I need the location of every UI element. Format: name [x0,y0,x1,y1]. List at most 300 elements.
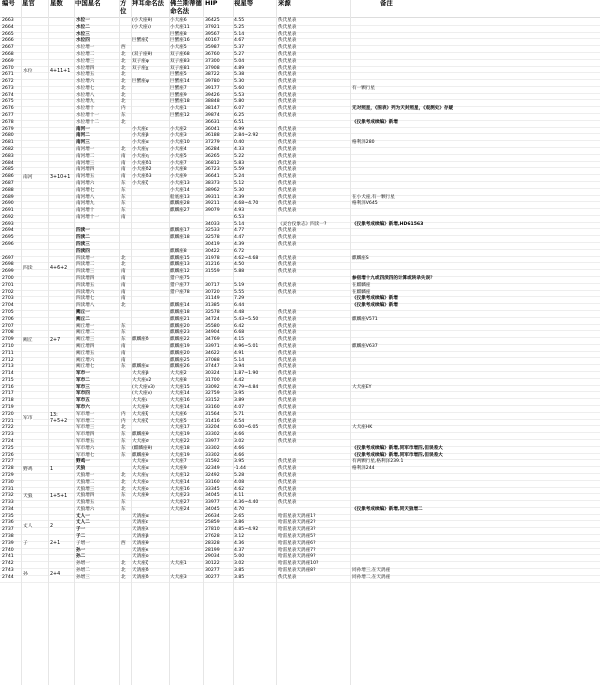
cell-num: 2702 [2,289,14,295]
cell-mag: 5.88 [234,269,245,275]
cell-bayer: 小犬座β [132,133,149,139]
cell-hip: 36812 [205,160,220,166]
cell-mag: 6.07 [234,106,245,112]
cell-mag: 4.91 [234,350,245,356]
cell-mag: 4.79~4.84 [234,384,259,390]
cell-src: 佚氏星表 [278,255,297,261]
group-count: 13: 7+5+2 [50,412,68,424]
cell-hip: 34904 [205,330,220,336]
cell-src: 佚氏星表 [278,493,297,499]
cell-num: 2685 [2,167,14,173]
cell-hip: 38373 [205,180,220,186]
cell-flam: 大犬座27 [170,500,190,506]
cell-hip: 34033 [205,221,220,227]
cell-flam: 麒麟座25 [170,357,190,363]
cell-dir: 北 [121,262,126,268]
cell-hip: 30422 [205,248,220,254]
cell-src: 哈雷星表天鸽座7? [278,547,316,553]
cell-bayer: 巨蟹座ζ [132,38,149,44]
cell-cn: 四渎增六 [76,289,95,295]
group-label: 阙丘 [23,337,33,343]
cell-flam: 麒麟座18 [170,309,190,315]
cell-note: 大犬座EY [352,384,372,390]
cell-mag: 4.67 [234,38,245,44]
group-label: 水位 [23,69,33,75]
cell-cn: 子二 [76,534,86,540]
cell-hip: 30720 [205,289,220,295]
cell-flam: 大犬座1 [170,561,187,567]
cell-bayer: 天鸽座θ [132,540,149,546]
cell-mag: 4.62~4.68 [234,255,259,261]
cell-hip: 30277 [205,574,220,580]
cell-hip: 33152 [205,398,220,404]
cell-bayer: 小犬座η [132,153,149,159]
cell-cn: 阙丘二 [76,316,90,322]
cell-hip: 34045 [205,493,220,499]
cell-hip: 31149 [205,296,220,302]
cell-src: 佚氏星表 [278,479,297,485]
cell-cn: 阙丘增三 [76,337,95,343]
cell-num: 2681 [2,140,14,146]
cell-bayer: 天鸽座ο [132,554,149,560]
cell-dir: 北 [121,119,126,125]
cell-dir: 东 [121,493,126,499]
cell-hip: 28328 [205,540,220,546]
group-count: 4+6+2 [50,266,68,272]
cell-bayer: 天鸽座β [132,534,149,540]
cell-cn: 南河增二 [76,153,95,159]
cell-flam: 大犬座3 [170,574,187,580]
group-label: 天狼 [23,493,33,499]
cell-dir: 东 [121,194,126,200]
cell-hip: 38147 [205,106,220,112]
cell-dir: 北 [121,479,126,485]
cell-src: 佚氏星表 [278,466,297,472]
cell-bayer: 小犬座γ [132,147,149,152]
cell-dir: 南 [121,343,126,349]
cell-num: 2699 [2,269,14,275]
cell-flam: 小犬座2 [170,126,187,132]
cell-hip: 38962 [205,187,220,193]
cell-src: 佚氏星表 [278,147,297,152]
cell-cn: 南河增十 [76,208,95,214]
cell-cn: 阙丘增二 [76,330,95,336]
cell-note: 格利泽280 [352,140,375,146]
cell-hip: 39426 [205,92,220,98]
cell-cn: 军市增三 [76,425,95,431]
cell-flam: 大犬座18 [170,445,190,451]
cell-bayer: (小犬座ι) [132,24,151,30]
cell-mag: 5.04 [234,58,245,64]
cell-flam: 大犬座14 [170,405,190,411]
cell-cn: 四渎增八 [76,303,95,309]
cell-dir: 北 [121,72,126,78]
cell-hip: 33977 [205,438,220,444]
cell-note: 麒麟座S [352,255,369,261]
cell-num: 2687 [2,180,14,186]
cell-src: 佚氏星表 [278,187,297,193]
cell-hip: 33302 [205,452,220,458]
grid-line [21,0,22,685]
group-label: 孙 [23,571,28,577]
cell-src: 佚氏星表 [278,330,297,336]
cell-mag: 4.99 [234,126,245,132]
cell-dir: 内 [121,418,126,424]
cell-flam: 猎户座77 [170,282,190,288]
cell-bayer: 大犬座ν2 [132,377,152,383]
cell-hip: 37279 [205,140,220,146]
cell-num: 2670 [2,65,14,71]
cell-hip: 34045 [205,506,220,512]
cell-bayer: 天鸽座α [132,513,149,519]
cell-src: 哈雷星表天鸽座5? [278,534,316,540]
cell-flam: 麒麟座23 [170,330,190,336]
cell-mag: 7.29 [234,296,245,302]
cell-num: 2680 [2,133,14,139]
cell-src: 佚氏星表 [278,99,297,105]
cell-num: 2704 [2,303,14,309]
cell-src: 佚氏星表 [278,309,297,315]
cell-hip: 37300 [205,58,220,64]
cell-cn: 水位一 [76,18,90,23]
cell-hip: 33977 [205,500,220,506]
cell-cn: 天狼增六 [76,506,95,512]
cell-num: 2728 [2,466,14,472]
header-flam: 佛兰斯蒂德命名法 [170,0,202,15]
cell-num: 2717 [2,391,14,397]
cell-hip: 38722 [205,72,220,78]
cell-mag: 4.77 [234,228,245,234]
cell-hip: 36425 [205,18,220,23]
cell-mag: 5.22 [234,153,245,159]
cell-flam: 大犬座7 [170,459,187,465]
cell-cn: 军市增一 [76,411,95,417]
cell-flam: 麒麟座28 [170,201,190,207]
cell-flam: 大犬座8 [170,377,187,383]
cell-cn: 军市三 [76,384,90,390]
cell-flam: 麒麟座17 [170,228,190,234]
cell-hip: 39211 [205,201,220,207]
cell-dir: 北 [121,303,126,309]
cell-flam: 双子座68 [170,51,190,57]
cell-flam: 双子座83 [170,58,190,64]
cell-mag: 5.27 [234,51,245,57]
cell-bayer: 小犬座ζ [132,180,149,186]
cell-num: 2664 [2,24,14,30]
cell-mag: 3.02 [234,438,245,444]
cell-flam: 巨蟹座18 [170,99,190,105]
cell-cn: 天狼增二 [76,479,95,485]
cell-mag: 6.51 [234,119,245,125]
cell-mag: 4.85~4.92 [234,527,259,533]
header-note: 备注 [380,0,393,7]
cell-hip: 34769 [205,337,220,343]
header-count: 星数 [50,0,63,7]
cell-mag: 5.30 [234,79,245,85]
cell-mag: 3.86 [234,520,245,526]
cell-mag: 6.72 [234,248,245,254]
cell-src: 佚氏星表 [278,113,297,119]
cell-mag: 4.36 [234,540,245,546]
cell-src: 佚氏星表 [278,235,297,241]
cell-cn: 阙丘增七 [76,364,95,370]
cell-src: 佚氏星表 [278,153,297,159]
cell-num: 2724 [2,438,14,444]
cell-cn: 阙丘一 [76,309,90,315]
cell-flam: 大犬座14 [170,391,190,397]
cell-cn: 南河增五 [76,174,95,180]
cell-src: 佚氏星表 [278,262,297,268]
table-row [0,575,600,583]
cell-mag: 3.85 [234,567,245,573]
cell-dir: 北 [121,51,126,57]
cell-flam: 麒麟座27 [170,208,190,214]
cell-bayer: 大犬座ο [132,479,149,485]
cell-bayer: 大犬座α [132,466,149,472]
cell-dir: 东 [121,323,126,329]
cell-hip: 25859 [205,520,220,526]
cell-hip: 39311 [205,194,220,200]
cell-num: 2740 [2,547,14,553]
cell-bayer: 巨蟹座ψ [132,79,149,85]
cell-src: 佚氏星表 [278,316,297,322]
cell-hip: 36041 [205,126,220,132]
cell-hip: 33345 [205,486,220,492]
cell-src: 佚氏星表 [278,357,297,363]
cell-bayer: 大犬座β [132,371,149,377]
cell-mag: 4.50 [234,262,245,268]
cell-flam: 大犬座14 [170,479,190,485]
cell-note: 无对照星，《图表》列为天封照星，《观测史》存疑 [352,106,454,112]
cell-mag: 4.15 [234,337,245,343]
cell-dir: 南 [121,289,126,295]
cell-cn: 丈人二 [76,520,90,526]
cell-num: 2725 [2,445,14,451]
cell-num: 2711 [2,350,14,356]
cell-src: 佚氏星表 [278,384,297,390]
cell-src: 佚氏星表 [278,486,297,492]
cell-dir: 西 [121,45,126,51]
cell-src: 佚氏星表 [278,38,297,44]
cell-flam: 麒麟座13 [170,262,190,268]
cell-src: 佚氏星表 [278,160,297,166]
cell-dir: 南 [121,167,126,173]
cell-hip: 26634 [205,513,220,519]
cell-cn: 南河增八 [76,194,95,200]
cell-note: 《仪象考成续编》新增 [352,296,398,302]
cell-cn: 四渎增七 [76,296,95,302]
cell-bayer: 双子座χ [132,65,149,71]
cell-cn: 子一 [76,527,86,533]
cell-note: 格利泽244 [352,466,375,472]
cell-hip: 32759 [205,391,220,397]
cell-hip: 31385 [205,303,220,309]
cell-note: 格利泽V645 [352,201,378,207]
cell-note: 在小犬座,有一颗行星 [352,194,395,200]
cell-num: 2706 [2,316,14,322]
cell-num: 2667 [2,45,14,51]
cell-num: 2698 [2,262,14,268]
grid-line [203,0,204,685]
group-label: 野鸡 [23,466,33,472]
cell-dir: 东 [121,187,126,193]
cell-hip: 39567 [205,31,220,37]
cell-hip: 33160 [205,405,220,411]
cell-cn: 天狼增四 [76,493,95,499]
cell-cn: 四渎增一 [76,255,95,261]
cell-bayer: 小犬座δ2 [132,167,152,173]
cell-cn: 孙二 [76,554,86,560]
cell-flam: 麒麟座8 [170,248,187,254]
cell-mag: 4.93 [234,208,245,214]
cell-src: 佚氏星表 [278,79,297,85]
cell-note: 在麒麟座 [352,282,371,288]
cell-num: 2730 [2,479,14,485]
cell-mag: 5.25 [234,24,245,30]
cell-cn: 天狼增五 [76,500,95,506]
cell-num: 2716 [2,384,14,390]
cell-src: 佚氏星表 [278,31,297,37]
cell-num: 2712 [2,357,14,363]
cell-num: 2703 [2,296,14,302]
cell-mag: 3.12 [234,534,245,540]
cell-src: 佚氏星表 [278,337,297,343]
cell-cn: 丈人一 [76,513,90,519]
cell-flam: 大犬座19 [170,452,190,458]
cell-hip: 37921 [205,24,220,30]
cell-dir: 北 [121,92,126,98]
cell-cn: 四渎一 [76,228,90,234]
group-label: 军市 [23,415,33,421]
cell-hip: 30324 [205,371,220,377]
cell-hip: 40167 [205,38,220,44]
cell-num: 2691 [2,208,14,214]
cell-src: 佚氏星表 [278,106,297,112]
cell-cn: 军市四 [76,391,90,397]
cell-num: 2666 [2,38,14,44]
cell-bayer: (双子座θ) [132,51,153,57]
cell-src: 佚氏星表 [278,45,297,51]
grid-line [169,0,170,685]
cell-flam: 小犬座8 [170,167,187,173]
cell-mag: 4.36~4.40 [234,500,259,506]
cell-bayer: (大犬座ν3) [132,384,155,390]
cell-mag: 2.84~2.92 [234,133,259,139]
cell-src: 佚氏星表 [278,425,297,431]
cell-hip: 32578 [205,309,220,315]
cell-src: 佚氏星表 [278,167,297,173]
cell-num: 2668 [2,51,14,57]
cell-num: 2709 [2,337,14,343]
cell-flam: 麒麟座19 [170,343,190,349]
cell-num: 2673 [2,85,14,91]
cell-cn: 水位增十 [76,106,95,112]
group-count: 1 [50,466,54,472]
cell-cn: 四渎增五 [76,282,95,288]
cell-flam: 麒麟座20 [170,323,190,329]
cell-num: 2721 [2,418,14,424]
cell-mag: 3.02 [234,561,245,567]
cell-flam: 巨蟹座9 [170,92,187,98]
cell-mag: 0.40 [234,140,245,146]
cell-cn: 阙丘增一 [76,323,95,329]
cell-cn: 南河增三 [76,160,95,166]
cell-dir: 东 [121,452,126,458]
grid-line [48,0,49,685]
cell-hip: 27628 [205,534,220,540]
cell-dir: 东 [121,445,126,451]
cell-mag: 4.37 [234,547,245,553]
cell-mag: 4.66 [234,452,245,458]
cell-dir: 东 [121,506,126,512]
cell-cn: 水位增一 [76,45,95,51]
cell-cn: 阙丘增四 [76,343,95,349]
cell-flam: 巨蟹座8 [170,31,187,37]
cell-cn: 水位增四 [76,65,95,71]
cell-note: 有两颗行星,格利泽239.1 [352,459,404,465]
group-label: 丈人 [23,524,33,530]
cell-note: 同孙增三,在天鸽座 [352,567,391,573]
cell-hip: 36723 [205,167,220,173]
cell-bayer: 小犬座α [132,140,149,146]
cell-flam: 巨蟹座16 [170,38,190,44]
cell-bayer: 麒麟座δ [132,337,149,343]
cell-cn: 阙丘增五 [76,350,95,356]
cell-dir: 北 [121,65,126,71]
cell-flam: 小犬座7 [170,160,187,166]
grid-line [131,0,132,685]
cell-cn: 水位四 [76,38,90,44]
cell-hip: 31978 [205,255,220,261]
cell-flam: 小犬座11 [170,24,190,30]
cell-note: 大犬座HK [352,425,373,431]
cell-num: 2693 [2,221,14,227]
cell-cn: 野鸡一 [76,459,90,465]
cell-mag: 4.68~4.70 [234,201,259,207]
cell-num: 2679 [2,126,14,132]
cell-mag: 5.60 [234,85,245,91]
cell-cn: 军市增二 [76,418,95,424]
cell-num: 2676 [2,106,14,112]
cell-num: 2734 [2,506,14,512]
cell-cn: 军市增五 [76,438,95,444]
cell-cn: 军市增四 [76,432,95,438]
cell-src: 哈雷星表天鸽座9? [278,554,316,560]
group-count: 3+10+1 [50,174,71,180]
cell-dir: 南 [121,276,126,282]
cell-cn: 水位增七 [76,85,95,91]
cell-num: 2720 [2,411,14,417]
cell-num: 2727 [2,459,14,465]
cell-hip: 32578 [205,235,220,241]
cell-num: 2726 [2,452,14,458]
cell-cn: 军市一 [76,371,90,377]
cell-cn: 四渎四 [76,248,90,254]
cell-dir: 北 [121,486,126,492]
cell-bayer: 双子座φ [132,58,149,64]
cell-mag: 5.14 [234,221,245,227]
cell-hip: 33204 [205,425,220,431]
cell-flam: 巨蟹座12 [170,113,190,119]
cell-flam: 小犬座10 [170,140,190,146]
cell-mag: 6.68 [234,330,245,336]
cell-num: 2695 [2,235,14,241]
cell-cn: 南河增七 [76,187,95,193]
cell-dir: 北 [121,99,126,105]
cell-num: 2700 [2,276,14,282]
cell-src: 佚氏星表 [278,85,297,91]
cell-num: 2663 [2,18,14,23]
